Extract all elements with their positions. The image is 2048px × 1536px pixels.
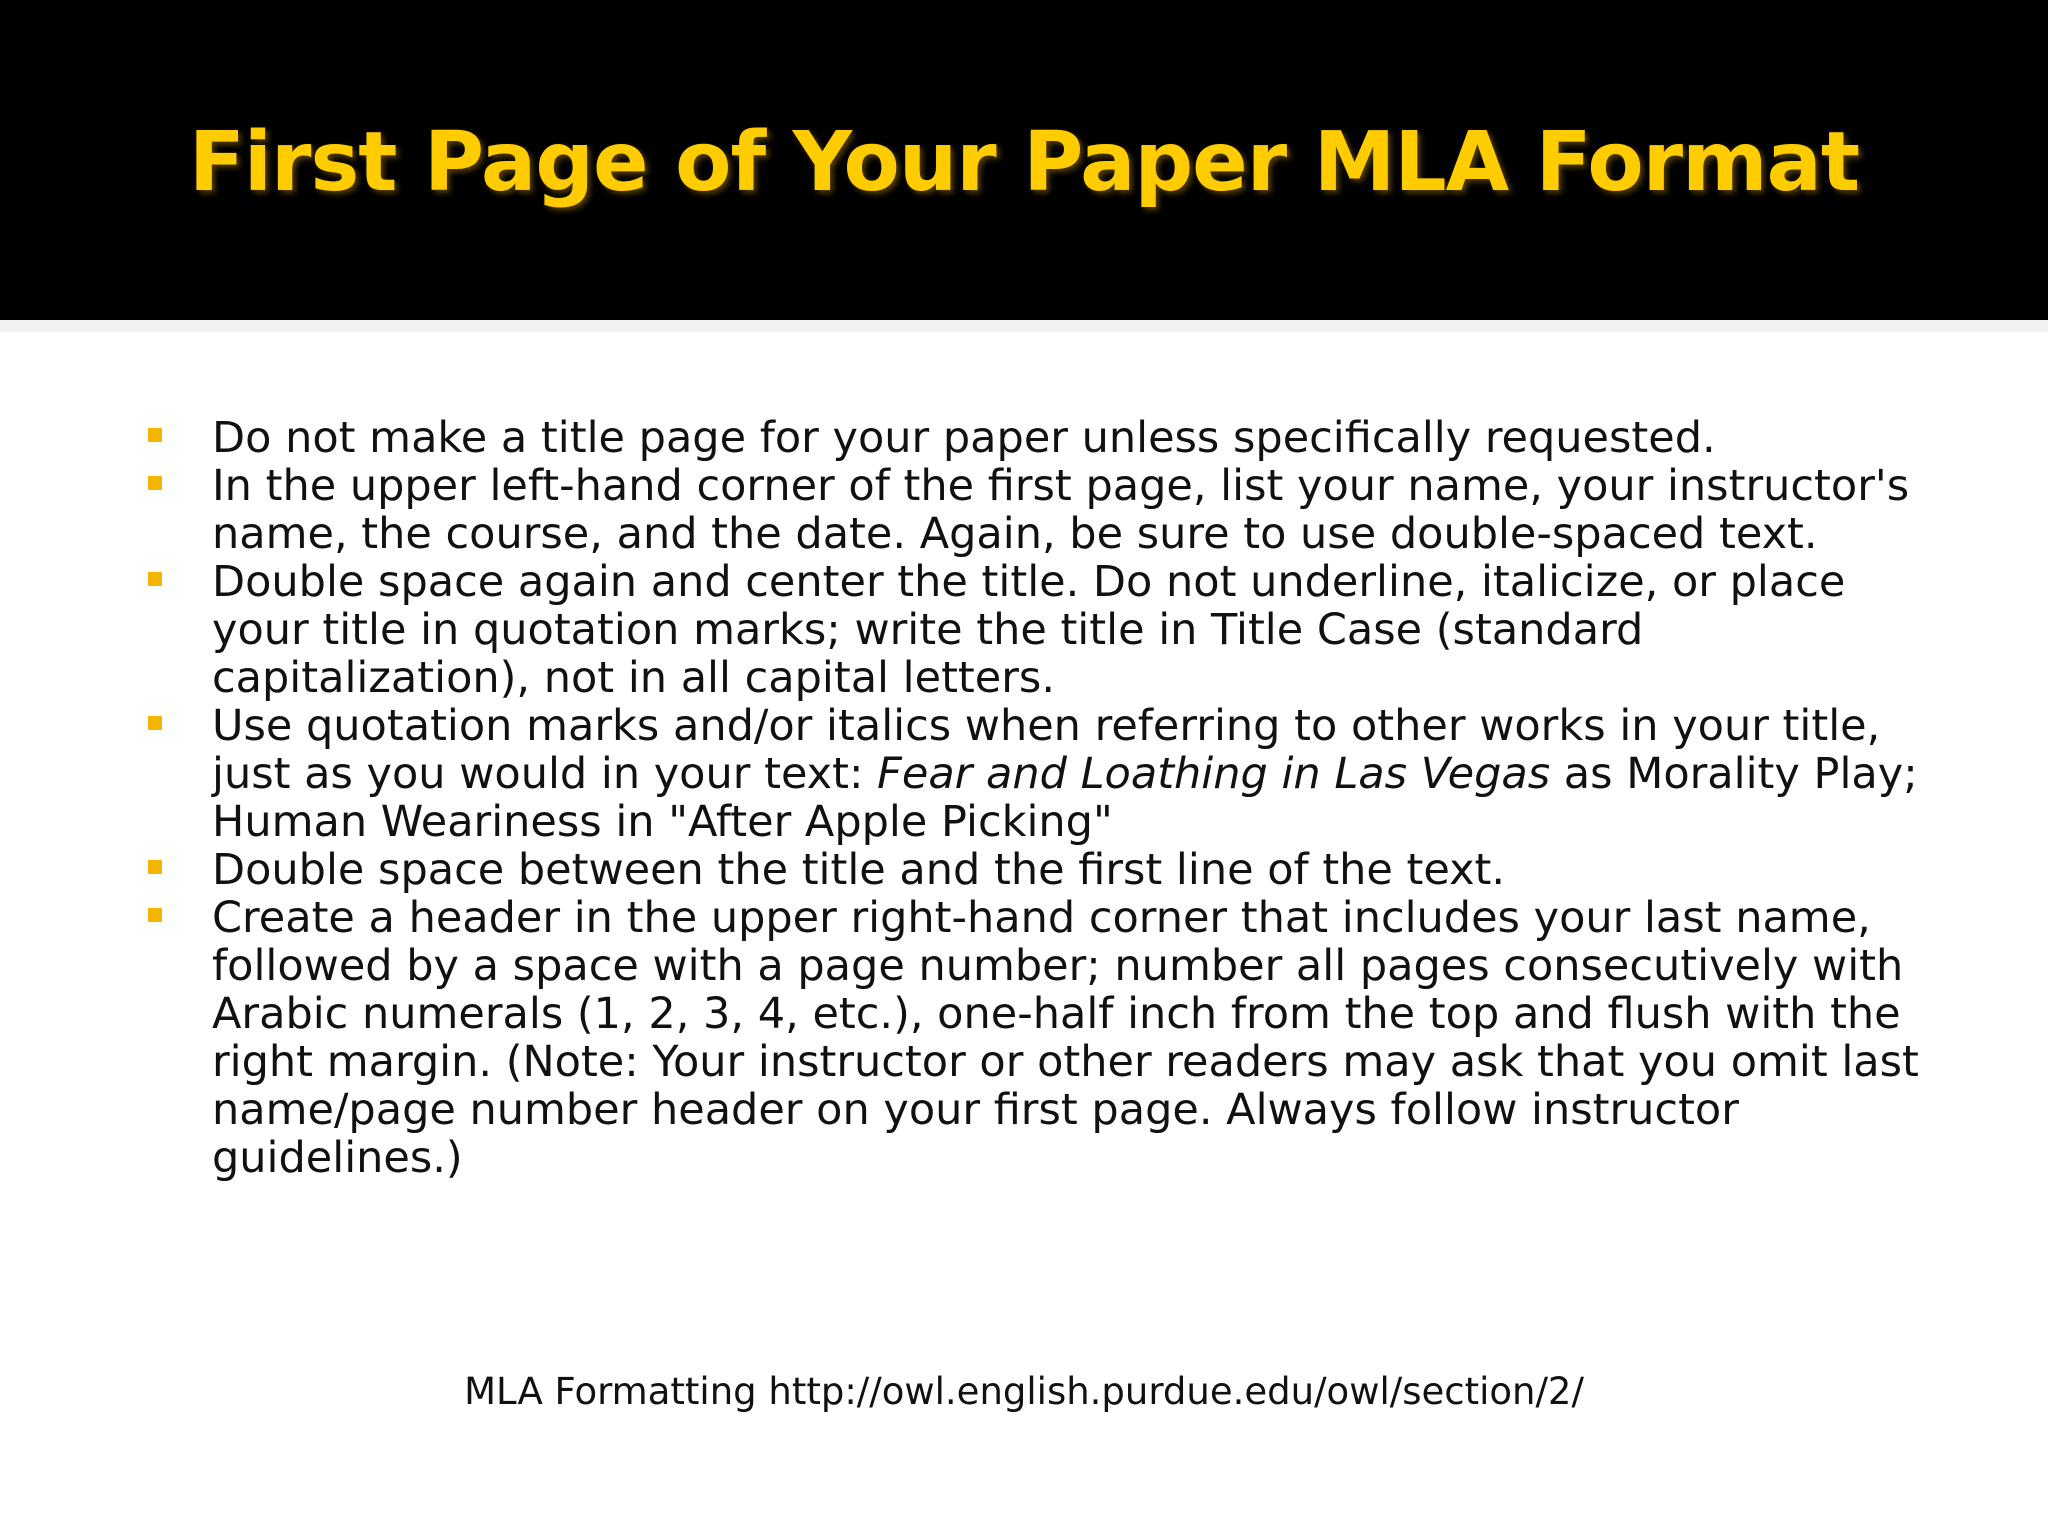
square-bullet-icon <box>148 572 162 586</box>
square-bullet-icon <box>148 716 162 730</box>
bullet-text <box>212 701 1918 847</box>
bullet-item <box>140 558 1940 702</box>
title-divider <box>0 320 2048 332</box>
bullet-item <box>140 702 1940 846</box>
bullet-text: Double space between the title and the first line of the text. <box>212 845 1506 895</box>
slide-title: First Page of Your Paper MLA Format <box>188 115 1860 210</box>
bullet-text-part: Use quotation marks and/or italics when referring to other works in your title, just as you would in your text: <box>212 701 1881 799</box>
bullet-text: Do not make a title page for your paper unless specifically requested. <box>212 413 1716 463</box>
square-bullet-icon <box>148 860 162 874</box>
italic-work-title: Fear and Loathing in Las Vegas <box>877 749 1551 799</box>
bullet-item <box>140 846 1940 894</box>
bullet-item <box>140 462 1940 558</box>
bullet-item <box>140 894 1940 1182</box>
bullet-item <box>140 414 1940 462</box>
bullet-list <box>140 414 1940 1182</box>
bullet-text: Create a header in the upper right-hand corner that includes your last name, followed by a space with a page number; number all pages consecutively with Arabic numerals (1, 2, 3, 4, etc.), one-half inch from the top and flush with the right margin. (Note: Your instructor or other readers may ask that you omit last name/page number header on your first page. Always follow instructor guidelines.) <box>212 893 1919 1183</box>
bullet-text: Double space again and center the title. Do not underline, italicize, or place your title in quotation marks; write the title in Title Case (standard capitalization), not in all capital letters. <box>212 557 1846 703</box>
bullet-text: In the upper left-hand corner of the first page, list your name, your instructor's name, the course, and the date. Again, be sure to use double-spaced text. <box>212 461 1910 559</box>
bullet-text-part: as Morality Play; Human Weariness in "After Apple Picking" <box>212 749 1918 847</box>
square-bullet-icon <box>148 908 162 922</box>
square-bullet-icon <box>148 476 162 490</box>
square-bullet-icon <box>148 428 162 442</box>
source-citation: MLA Formatting http://owl.english.purdue.edu/owl/section/2/ <box>464 1370 1584 1413</box>
